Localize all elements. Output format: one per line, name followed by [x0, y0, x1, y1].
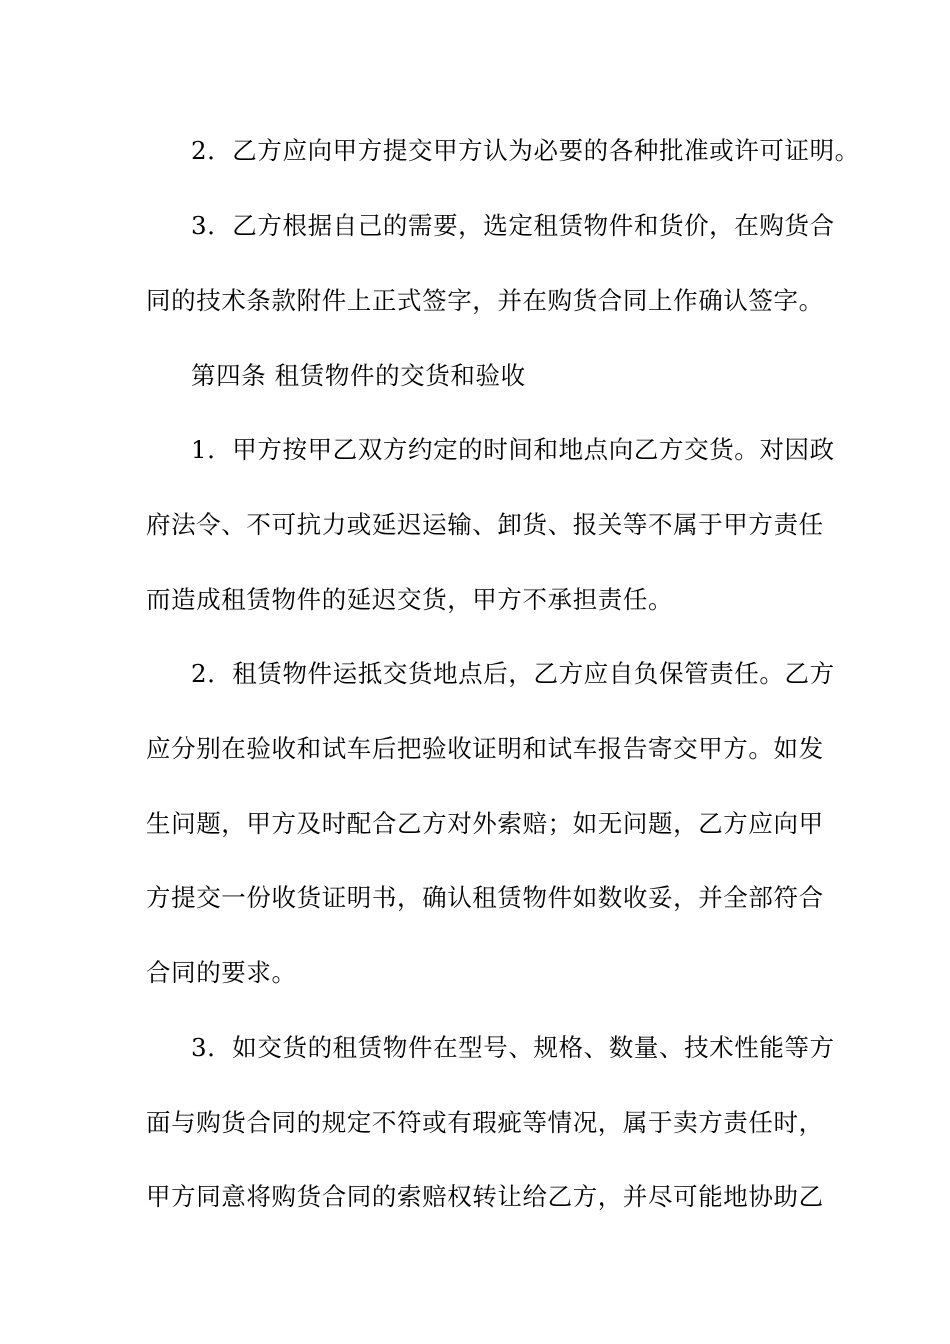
text-line: 而造成租赁物件的延迟交货，甲方不承担责任。 — [146, 585, 674, 614]
text-line: 面与购货合同的规定不符或有瑕疵等情况，属于卖方责任时， — [146, 1108, 824, 1137]
text-line: 府法令、不可抗力或延迟运输、卸货、报关等不属于甲方责任 — [146, 510, 824, 539]
text-line: 同的技术条款附件上正式签字，并在购货合同上作确认签字。 — [146, 286, 824, 315]
text-line: 合同的要求。 — [146, 958, 297, 987]
section-heading: 第四条 租赁物件的交货和验收 — [191, 361, 526, 390]
text-line: 生问题，甲方及时配合乙方对外索赔；如无问题，乙方应向甲 — [146, 809, 824, 838]
text-line: 方提交一份收货证明书，确认租赁物件如数收妥，并全部符合 — [146, 883, 824, 912]
text-line: 2．租赁物件运抵交货地点后，乙方应自负保管责任。乙方 — [191, 659, 835, 688]
text-line: 3．如交货的租赁物件在型号、规格、数量、技术性能等方 — [191, 1033, 835, 1062]
text-line: 应分别在验收和试车后把验收证明和试车报告寄交甲方。如发 — [146, 734, 824, 763]
text-line: 2．乙方应向甲方提交甲方认为必要的各种批准或许可证明。 — [191, 136, 860, 165]
text-line: 1．甲方按甲乙双方约定的时间和地点向乙方交货。对因政 — [191, 435, 835, 464]
text-line: 甲方同意将购货合同的索赔权转让给乙方，并尽可能地协助乙 — [146, 1182, 824, 1211]
text-line: 3．乙方根据自己的需要，选定租赁物件和货价，在购货合 — [191, 211, 835, 240]
